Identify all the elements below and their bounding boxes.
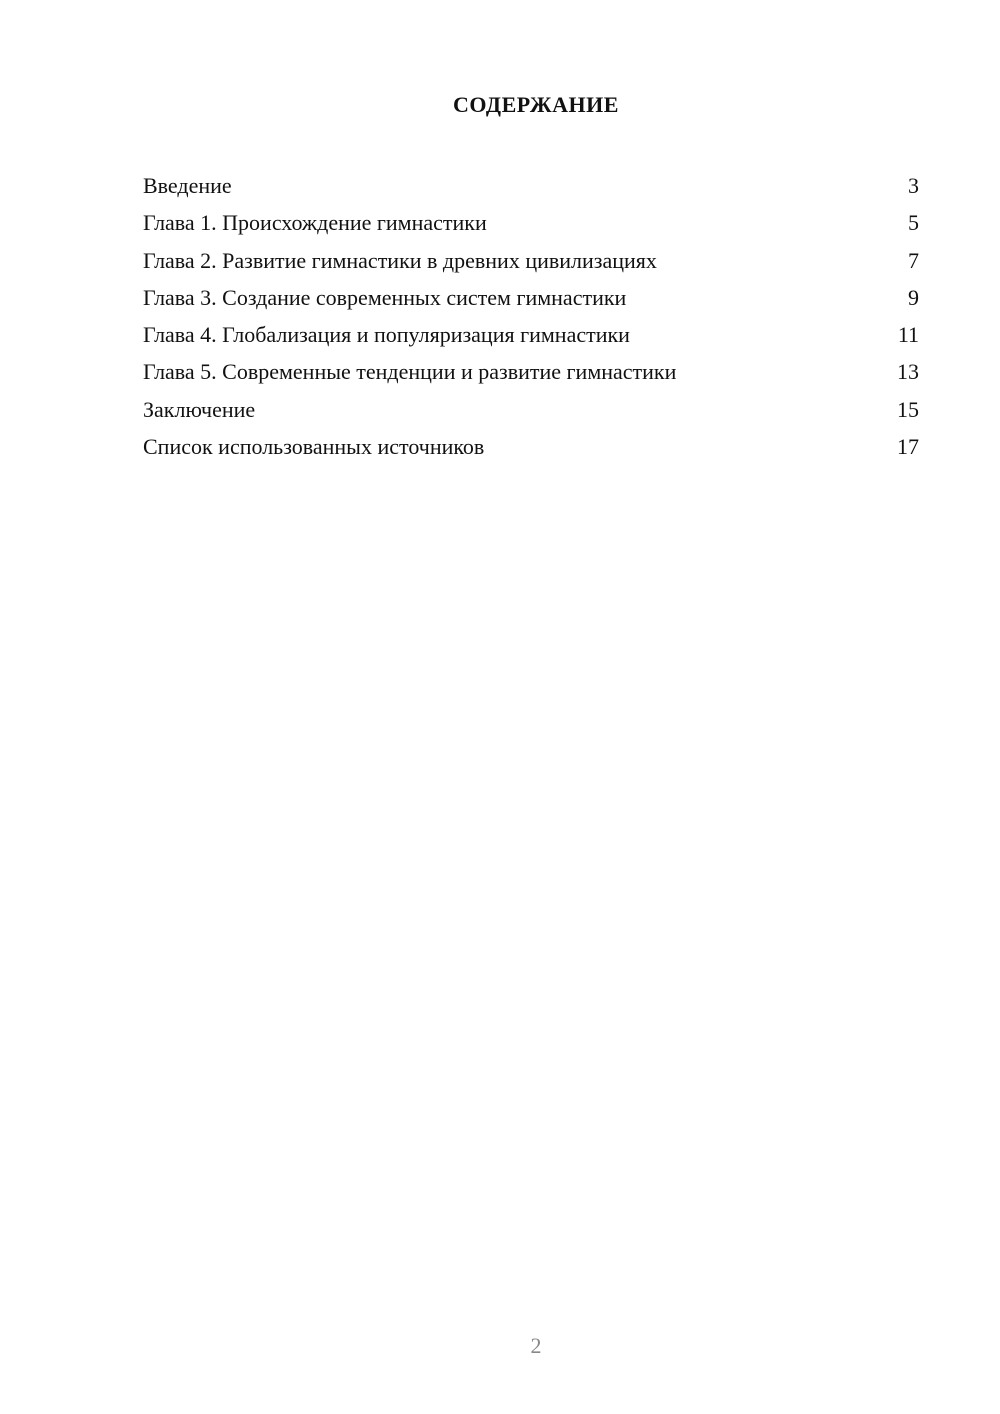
table-of-contents [143,167,919,465]
toc-entry-page: 11 [897,322,919,348]
toc-entry-page: 3 [908,173,919,198]
toc-entry-label: Заключение [143,396,256,422]
toc-entry-label: Глава 2. Развитие гимнастики в древних цивилизациях [143,247,657,273]
toc-entry-label: Список использованных источников [143,434,485,460]
toc-entry-chapter-5 [143,353,919,390]
toc-entry-page: 5 [908,210,919,236]
toc-entry-chapter-2 [143,242,919,279]
page-number: 2 [530,1333,542,1358]
toc-title: СОДЕРЖАНИЕ [453,92,619,117]
toc-entry-page: 15 [897,396,919,422]
toc-entry-page: 13 [897,359,919,385]
toc-entry-chapter-4 [143,316,919,353]
toc-entry-introduction [143,167,919,204]
toc-entry-page: 9 [908,284,919,310]
toc-entry-label: Введение [143,173,232,198]
toc-entry-chapter-1 [143,204,919,241]
toc-entry-label: Глава 4. Глобализация и популяризация гимнастики [143,322,630,348]
toc-entry-label: Глава 1. Происхождение гимнастики [143,210,487,236]
toc-entry-chapter-3 [143,279,919,316]
toc-entry-label: Глава 5. Современные тенденции и развитие гимнастики [143,359,677,385]
toc-entry-page: 17 [897,434,919,460]
toc-entry-label: Глава 3. Создание современных систем гимнастики [143,284,627,310]
toc-entry-page: 7 [908,247,919,273]
toc-entry-conclusion [143,391,919,428]
toc-entry-references [143,428,919,465]
